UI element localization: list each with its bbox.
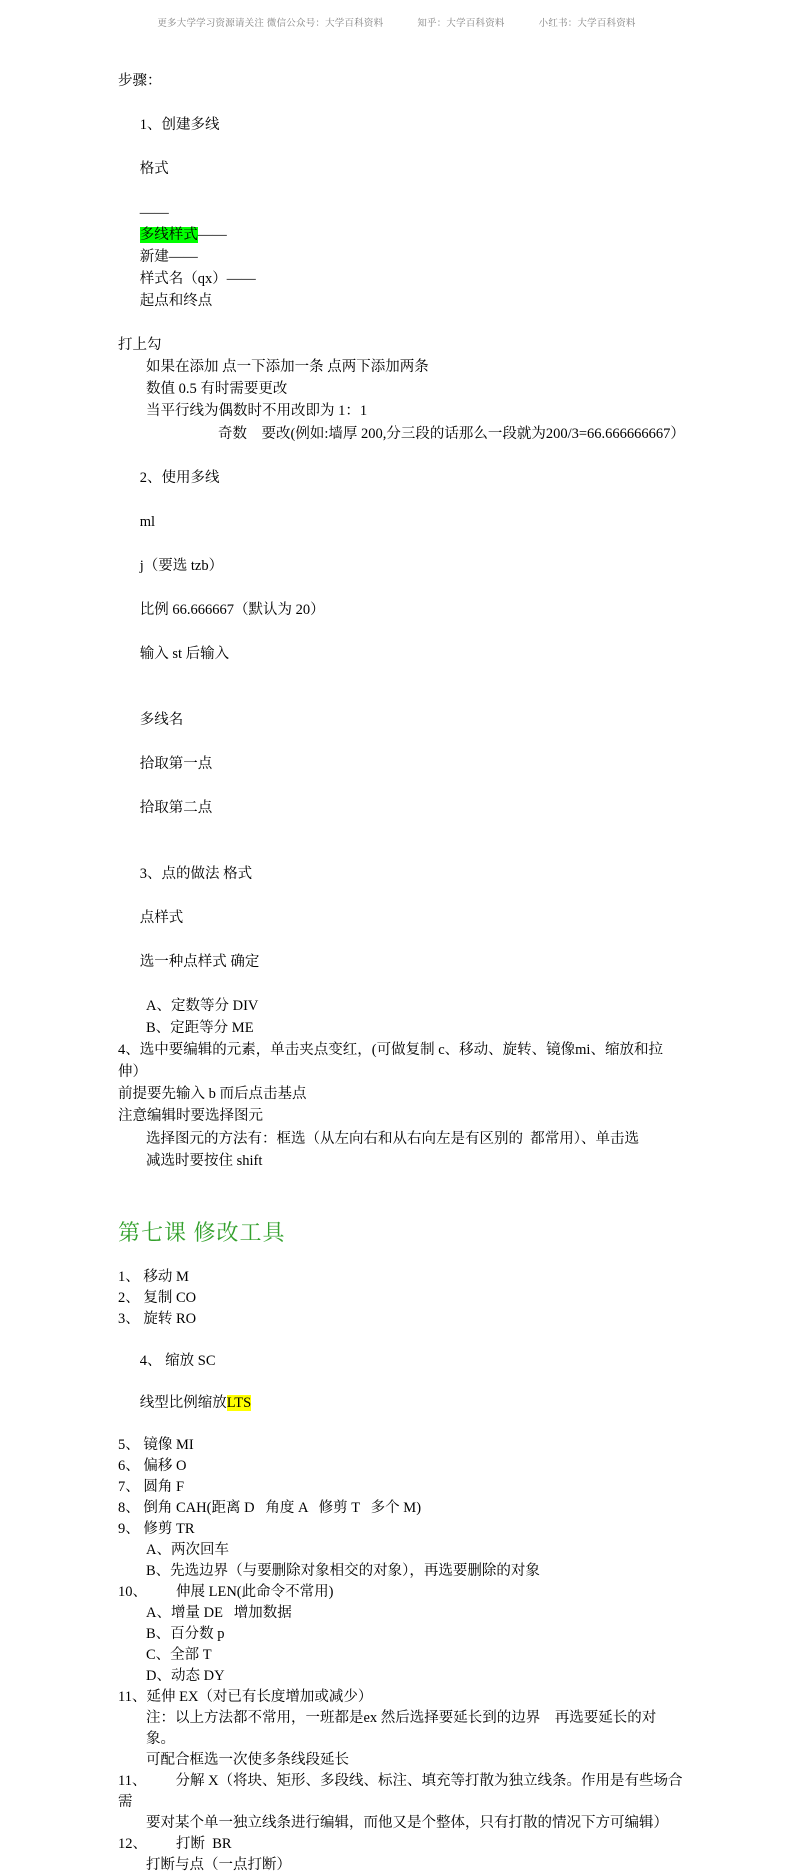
step-1-dash-2: —— [197,227,227,244]
list-item-9: 9、 修剪 TR [118,1520,195,1537]
step-2-pick1: 拾取第一点 [139,755,213,772]
list-item-6: 6、 偏移 O [118,1457,187,1474]
list-item-11-note-b: 可配合框选一次使多条线段延长 [146,1751,349,1768]
step-3-pointstyle: 点样式 [139,910,184,927]
note-edit-line: 注意编辑时要选择图元 [118,1108,263,1125]
list-item-9-sub-b: B、先选边界（与要删除对象相交的对象），再选要删除的对象 [146,1562,540,1579]
step-1-new: 新建—— [139,249,198,266]
step-2-st: 输入 st 后输入 [139,645,230,662]
list-item-5: 5、 镜像 MI [118,1436,194,1453]
list-item-9-sub-a: A、两次回车 [146,1541,229,1558]
step-4-line: 4、选中要编辑的元素，单击夹点变红，(可做复制 c、移动、旋转、镜像mi、缩放和拉伸） [118,1042,663,1081]
step-1-stylename: 样式名（qx）—— [139,271,256,288]
list-item-10: 10、 伸展 LEN(此命令不常用) [118,1583,334,1600]
header-watermark [0,14,793,30]
step-3-confirm: 选一种点样式 确定 [139,954,260,971]
list-item-12: 12、 打断 BR [118,1835,232,1852]
list-item-4-pre: 4、 缩放 SC [139,1352,216,1369]
list-item-4-highlight-lts: LTS [226,1394,252,1411]
step-1-line-2: 打上勾 [118,337,162,354]
note-shift-line: 减选时要按住 shift [146,1152,263,1169]
list-item-11b-note: 要对某个单一独立线条进行编辑，而他又是个整体，只有打散的情况下方可编辑） [146,1814,668,1831]
step-2-ml: ml [139,513,156,530]
list-item-7: 7、 圆角 F [118,1478,185,1495]
document-body [118,70,684,1876]
list-item-12-sub: 打断与点（一点打断） [146,1857,291,1873]
step-1-endpoints: 起点和终点 [139,293,213,310]
list-item-8: 8、 倒角 CAH(距离 D 角度 A 修剪 T 多个 M) [118,1499,422,1516]
list-item-1: 1、 移动 M [118,1268,189,1285]
list-item-10-sub-a: A、增量 DE 增加数据 [146,1604,292,1621]
list-item-11b: 11、 分解 X（将块、矩形、多段线、标注、填充等打散为独立线条。作用是有些场合需 [118,1772,683,1810]
step-1-highlight-mlstyle: 多线样式 [139,227,198,244]
list-item-11-note-a: 注：以上方法都不常用，一班都是ex 然后选择要延长到的边界 再选要延长的对象。 [146,1709,657,1747]
step-2-line [118,445,684,687]
list-item-10-sub-c: C、全部 T [146,1646,212,1663]
header-item-wechat: 更多大学学习资源请关注 微信公众号：大学百科资料 [157,18,384,29]
step-2-pick2: 拾取第二点 [139,800,213,817]
step-2-line-2 [118,687,684,841]
note-value-line: 数值 0.5 有时需要更改 [146,381,288,398]
step-2-scale: 比例 66.666667（默认为 20） [139,601,325,618]
step-4-line-2: 前提要先输入 b 而后点击基点 [118,1086,307,1103]
header-item-zhihu: 知乎：大学百科资料 [417,18,505,29]
list-item-3: 3、 旋转 RO [118,1310,197,1327]
step-2-mlname: 多线名 [139,711,184,728]
steps-label: 步骤： [118,73,162,89]
list-item-11: 11、延伸 EX（对已有长度增加或减少） [118,1688,373,1705]
note-add-line: 如果在添加 点一下添加一条 点两下添加两条 [146,359,429,376]
section-title-lesson7: 第七课 修改工具 [118,1219,286,1245]
step-3-pre: 3、点的做法 格式 [139,866,253,883]
step-3-sub-a: A、定数等分 DIV [146,998,259,1015]
step-2-j: j（要选 tzb） [139,557,224,574]
note-even-line: 当平行线为偶数时不用改即为 1：1 [146,403,368,420]
list-item-4 [118,1330,684,1435]
note-odd-line: 奇数 要改(例如:墙厚 200,分三段的话那么一段就为200/3=66.666666667） [218,425,685,442]
step-3-line [118,841,684,995]
step-2-pre: 2、使用多线 [139,469,220,486]
step-3-sub-b: B、定距等分 ME [146,1020,254,1037]
list-item-10-sub-d: D、动态 DY [146,1667,225,1684]
list-item-10-sub-b: B、百分数 p [146,1625,225,1642]
header-item-xiaohongshu: 小红书：大学百科资料 [538,18,636,29]
step-1-pre: 1、创建多线 [139,117,220,134]
list-item-4-mid: 线型比例缩放 [139,1394,227,1411]
step-1-dash-1: —— [139,205,169,222]
note-select-methods: 选择图元的方法有：框选（从左向右和从右向左是有区别的 都常用）、单击选 [146,1130,639,1147]
list-item-2: 2、 复制 CO [118,1289,197,1306]
step-1-format: 格式 [139,161,169,178]
step-1-line [118,92,684,334]
